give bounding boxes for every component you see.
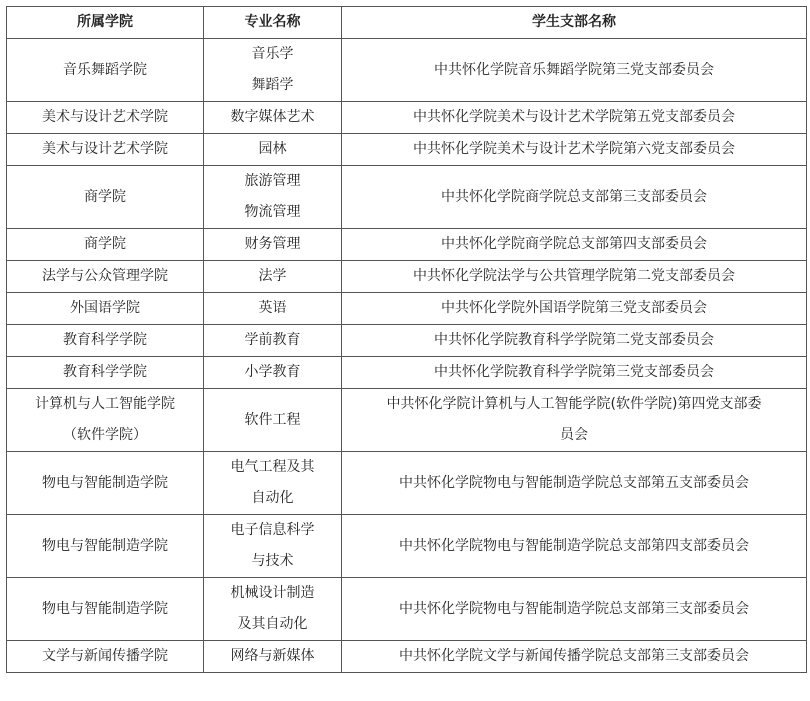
branch-cell-line: 中共怀化学院美术与设计艺术学院第六党支部委员会 xyxy=(413,141,735,157)
table-row xyxy=(7,357,807,389)
major-cell-line: 电气工程及其 xyxy=(230,459,315,475)
major-cell-line: 财务管理 xyxy=(244,236,301,252)
major-cell-line: 学前教育 xyxy=(244,332,301,348)
branch-cell-line: 中共怀化学院物电与智能制造学院总支部第五支部委员会 xyxy=(399,474,749,491)
major-cell-line: 与技术 xyxy=(251,553,294,569)
branch-cell xyxy=(342,229,807,261)
major-cell-line: 园林 xyxy=(258,141,287,157)
college-cell-line: 物电与智能制造学院 xyxy=(42,474,168,491)
major-cell-line: 网络与新媒体 xyxy=(230,648,315,664)
major-cell-line: 旅游管理 xyxy=(244,173,301,189)
branch-cell xyxy=(342,357,807,389)
college-cell-line: 法学与公众管理学院 xyxy=(42,268,168,284)
branch-cell-line: 中共怀化学院文学与新闻传播学院总支部第三支部委员会 xyxy=(399,648,749,664)
branch-cell-line: 中共怀化学院商学院总支部第四支部委员会 xyxy=(441,236,707,252)
major-cell-line: 舞蹈学 xyxy=(251,77,294,93)
table-row xyxy=(7,166,807,229)
college-cell xyxy=(7,102,204,134)
branch-cell xyxy=(342,293,807,325)
major-cell-line: 小学教育 xyxy=(244,364,301,380)
major-cell-line: 电子信息科学 xyxy=(230,522,315,538)
branch-cell xyxy=(342,578,807,641)
college-cell xyxy=(7,325,204,357)
major-cell xyxy=(204,452,342,515)
branch-cell xyxy=(342,452,807,515)
college-cell xyxy=(7,39,204,102)
college-cell xyxy=(7,229,204,261)
branch-cell xyxy=(342,166,807,229)
college-cell-line: 文学与新闻传播学院 xyxy=(42,648,168,664)
branch-cell-line: 中共怀化学院音乐舞蹈学院第三党支部委员会 xyxy=(434,61,714,78)
college-cell xyxy=(7,293,204,325)
header-branch: 学生支部名称 xyxy=(342,7,807,39)
table-row xyxy=(7,102,807,134)
branch-cell-line: 中共怀化学院美术与设计艺术学院第五党支部委员会 xyxy=(413,109,735,125)
major-cell-line: 英语 xyxy=(258,300,287,316)
table-row xyxy=(7,261,807,293)
college-cell-line: 美术与设计艺术学院 xyxy=(42,109,168,125)
table-row xyxy=(7,325,807,357)
branch-cell xyxy=(342,515,807,578)
college-cell xyxy=(7,578,204,641)
table-row xyxy=(7,515,807,578)
branch-cell-line: 中共怀化学院外国语学院第三党支部委员会 xyxy=(441,300,707,316)
college-cell xyxy=(7,389,204,452)
college-cell xyxy=(7,641,204,673)
branch-cell xyxy=(342,325,807,357)
college-cell xyxy=(7,515,204,578)
table-row xyxy=(7,293,807,325)
branch-cell-line: 中共怀化学院教育科学学院第二党支部委员会 xyxy=(434,332,714,348)
major-cell xyxy=(204,229,342,261)
branch-cell-line: 中共怀化学院计算机与人工智能学院(软件学院)第四党支部委 xyxy=(386,396,762,412)
table-row xyxy=(7,452,807,515)
table-row xyxy=(7,134,807,166)
header-row xyxy=(7,7,807,39)
branch-cell xyxy=(342,641,807,673)
college-cell xyxy=(7,261,204,293)
major-cell-line: 机械设计制造 xyxy=(230,585,315,601)
branch-cell xyxy=(342,389,807,452)
major-cell-line: 数字媒体艺术 xyxy=(230,109,315,125)
branch-cell-line: 中共怀化学院商学院总支部第三支部委员会 xyxy=(441,188,707,205)
college-cell-line: 物电与智能制造学院 xyxy=(42,537,168,554)
major-cell-line: 物流管理 xyxy=(244,204,301,220)
college-cell-line: 商学院 xyxy=(84,236,126,252)
major-cell-line: 及其自动化 xyxy=(237,616,308,632)
college-cell-line: 美术与设计艺术学院 xyxy=(42,141,168,157)
branch-table xyxy=(6,6,807,673)
college-cell xyxy=(7,166,204,229)
branch-cell-line: 中共怀化学院物电与智能制造学院总支部第三支部委员会 xyxy=(399,600,749,617)
college-cell-line: 外国语学院 xyxy=(70,300,140,316)
branch-cell-line: 员会 xyxy=(560,427,588,443)
college-cell xyxy=(7,134,204,166)
branch-cell xyxy=(342,134,807,166)
college-cell-line: （软件学院） xyxy=(63,427,147,443)
table-row xyxy=(7,229,807,261)
header-college: 所属学院 xyxy=(7,7,204,39)
college-cell-line: 教育科学学院 xyxy=(63,332,147,348)
branch-cell-line: 中共怀化学院教育科学学院第三党支部委员会 xyxy=(434,364,714,380)
college-cell-line: 教育科学学院 xyxy=(63,364,147,380)
major-cell xyxy=(204,134,342,166)
major-cell xyxy=(204,325,342,357)
major-cell-line: 音乐学 xyxy=(251,46,294,62)
college-cell xyxy=(7,452,204,515)
table-body xyxy=(7,39,807,673)
table-row xyxy=(7,39,807,102)
major-cell xyxy=(204,102,342,134)
college-cell xyxy=(7,357,204,389)
major-cell-line: 法学 xyxy=(258,268,287,284)
branch-cell-line: 中共怀化学院法学与公共管理学院第二党支部委员会 xyxy=(413,268,735,284)
branch-cell xyxy=(342,102,807,134)
branch-cell-line: 中共怀化学院物电与智能制造学院总支部第四支部委员会 xyxy=(399,537,749,554)
header-major: 专业名称 xyxy=(204,7,342,39)
branch-cell xyxy=(342,261,807,293)
college-cell-line: 音乐舞蹈学院 xyxy=(63,61,147,78)
major-cell xyxy=(204,515,342,578)
branch-cell xyxy=(342,39,807,102)
major-cell-line: 自动化 xyxy=(251,490,294,506)
college-cell-line: 计算机与人工智能学院 xyxy=(35,396,175,412)
major-cell xyxy=(204,293,342,325)
major-cell xyxy=(204,39,342,102)
major-cell-line: 软件工程 xyxy=(244,411,301,428)
table-row xyxy=(7,641,807,673)
major-cell xyxy=(204,578,342,641)
college-cell-line: 物电与智能制造学院 xyxy=(42,600,168,617)
major-cell xyxy=(204,261,342,293)
table-row xyxy=(7,578,807,641)
major-cell xyxy=(204,389,342,452)
table-row xyxy=(7,389,807,452)
major-cell xyxy=(204,357,342,389)
major-cell xyxy=(204,641,342,673)
college-cell-line: 商学院 xyxy=(84,188,126,205)
major-cell xyxy=(204,166,342,229)
